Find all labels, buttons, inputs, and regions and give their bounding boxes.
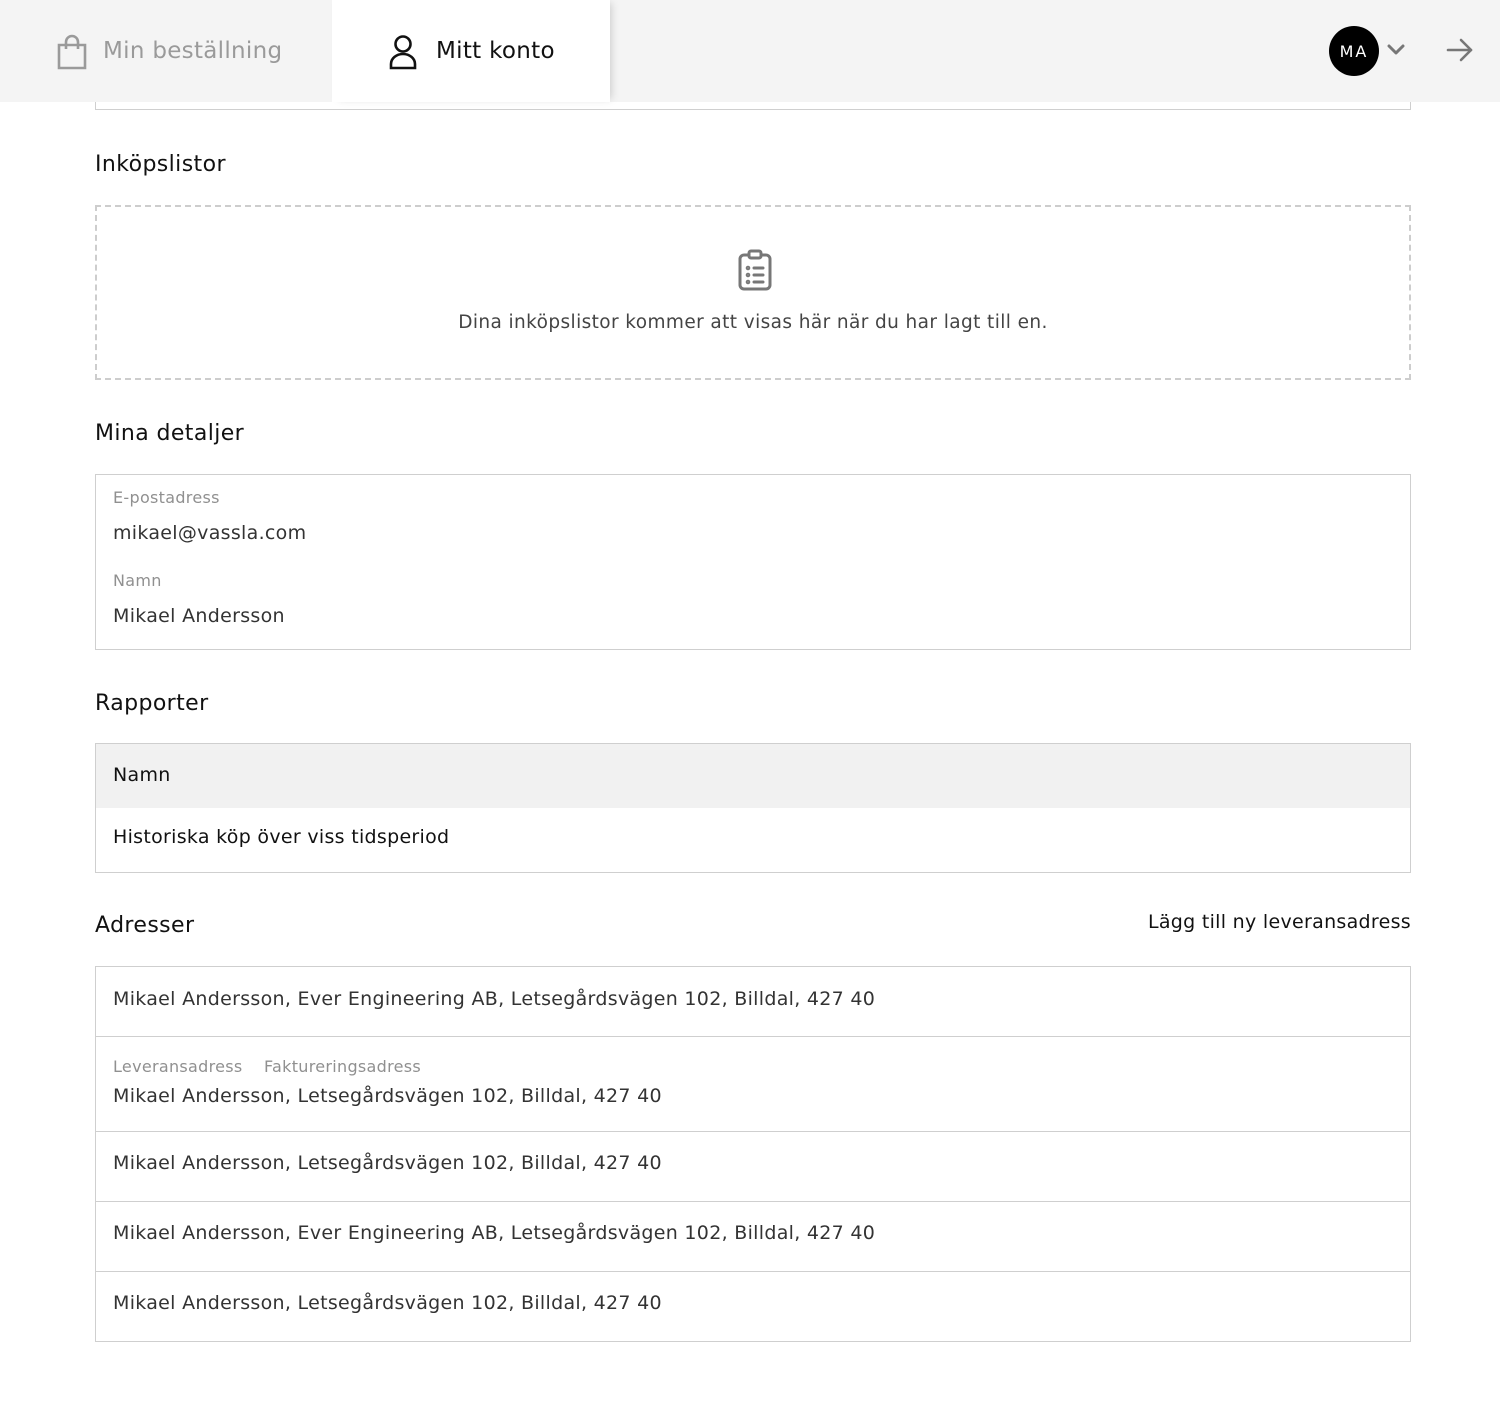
user-icon xyxy=(388,34,418,76)
reports-column-name: Namn xyxy=(113,764,171,786)
avatar-initials: MA xyxy=(1339,41,1369,61)
report-row[interactable] xyxy=(96,808,1410,872)
shopping-lists-empty-text: Dina inköpslistor kommer att visas här när du har lagt till en. xyxy=(458,312,1048,333)
address-item[interactable] xyxy=(96,1132,1410,1202)
shopping-lists-empty-state xyxy=(95,205,1411,380)
clipboard-list-icon xyxy=(737,249,773,295)
reports-table xyxy=(95,743,1411,873)
chevron-down-icon[interactable] xyxy=(1386,42,1406,62)
email-label: E-postadress xyxy=(113,488,220,507)
address-text: Mikael Andersson, Ever Engineering AB, Letsegårdsvägen 102, Billdal, 427 40 xyxy=(113,988,876,1010)
shopping-bag-icon xyxy=(56,34,88,76)
address-text: Mikael Andersson, Letsegårdsvägen 102, Billdal, 427 40 xyxy=(113,1085,662,1107)
address-item[interactable] xyxy=(96,967,1410,1037)
addresses-list xyxy=(95,966,1411,1342)
addresses-title: Adresser xyxy=(95,913,195,938)
name-value: Mikael Andersson xyxy=(113,605,285,627)
address-item-default[interactable] xyxy=(96,1037,1410,1132)
tab-my-order-label: Min beställning xyxy=(103,38,283,64)
tab-my-order[interactable] xyxy=(0,0,332,102)
email-value: mikael@vassla.com xyxy=(113,522,307,544)
my-details-title: Mina detaljer xyxy=(95,421,245,446)
my-details-card xyxy=(95,474,1411,650)
address-text: Mikael Andersson, Letsegårdsvägen 102, Billdal, 427 40 xyxy=(113,1292,662,1314)
user-avatar[interactable] xyxy=(1329,26,1379,76)
tab-my-account[interactable] xyxy=(332,0,610,102)
shopping-lists-title: Inköpslistor xyxy=(95,152,226,177)
address-item[interactable] xyxy=(96,1272,1410,1341)
reports-title: Rapporter xyxy=(95,691,209,716)
address-text: Mikael Andersson, Ever Engineering AB, Letsegårdsvägen 102, Billdal, 427 40 xyxy=(113,1222,876,1244)
reports-table-header xyxy=(96,744,1410,808)
name-label: Namn xyxy=(113,571,162,590)
report-name: Historiska köp över viss tidsperiod xyxy=(113,826,450,848)
billing-address-tag: Faktureringsadress xyxy=(264,1057,422,1076)
address-item[interactable] xyxy=(96,1202,1410,1272)
tab-my-account-label: Mitt konto xyxy=(436,38,555,64)
top-navigation-bar xyxy=(0,0,1500,102)
add-delivery-address-link[interactable]: Lägg till ny leveransadress xyxy=(1147,911,1411,933)
address-text: Mikael Andersson, Letsegårdsvägen 102, Billdal, 427 40 xyxy=(113,1152,662,1174)
delivery-address-tag: Leveransadress xyxy=(113,1057,243,1076)
arrow-right-icon[interactable] xyxy=(1446,37,1474,67)
